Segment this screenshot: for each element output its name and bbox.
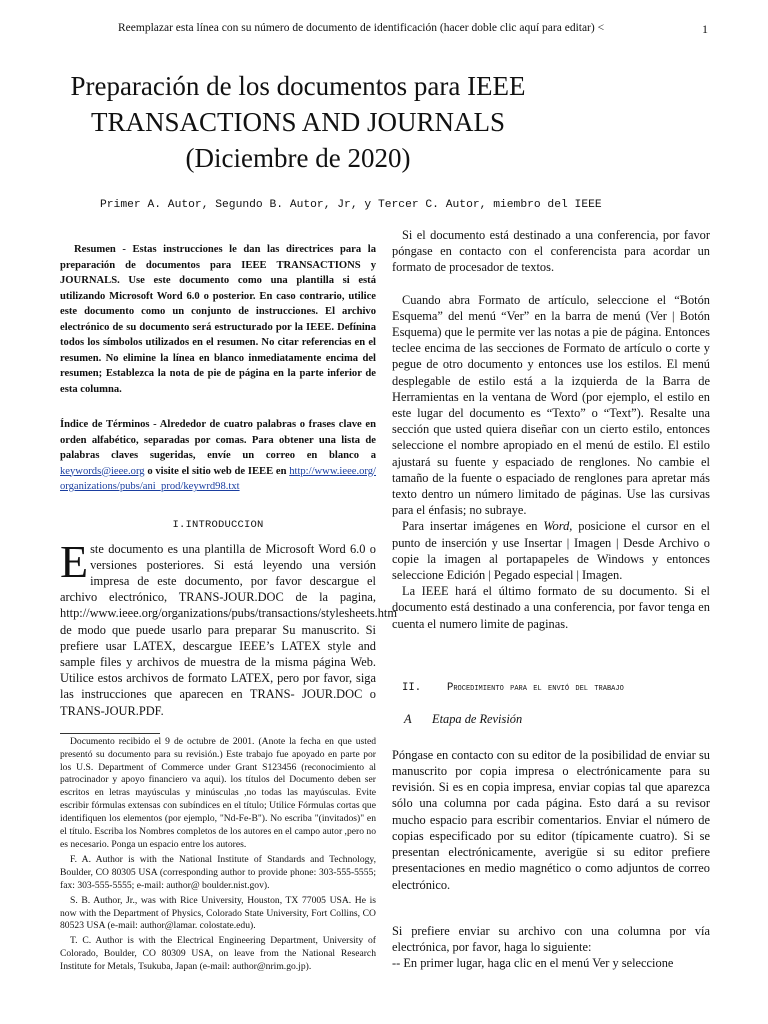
keywords-url-link[interactable]: http://www.ieee.org/organizations/pubs/ani_prod/keywrd98.txt xyxy=(60,465,376,492)
format-paragraph: La IEEE hará el último formato de su documento. Si el documento está destinado a una conferencia, por favor tenga en cuenta el numero limite de paginas. xyxy=(392,584,710,631)
styles-paragraph: Cuando abra Formato de artículo, seleccione el “Botón Esquema” del menú “Ver” en la barra de menú (Ver | Botón Esquema) que le permite ver las notas a pie de página. Entonces teclee encima de las secciones de Formato de artículo o corte y pegue de otro documento y entonces use los estilos. El menú desplegable de estilo está a la izquierda de la Barra de Herramientas en la ventana de Word (por ejemplo, el estilo en este lugar del documento es “Texto” o “Text”). Resalte una sección que usted quiera diseñar con un cierto estilo, entonces seleccione el nombre apropiado en el menú de estilo. El estilo ajustará su fuente y espaciado de renglones. No cambie el tamaño de la fuente o espaciado de renglones para apretar más texto dentro un número limitado de páginas. Use las cursivas para el énfasis; no subraye. xyxy=(392,292,710,518)
index-terms-label: Índice de Términos - xyxy=(60,419,157,430)
subsection-title: Etapa de Revisión xyxy=(432,711,523,726)
images-word-emphasis: Word xyxy=(543,519,570,534)
left-column xyxy=(60,242,398,974)
footnote-divider xyxy=(60,733,160,734)
images-text-a: Para insertar imágenes en xyxy=(402,519,544,534)
section-heading-intro: I.INTRODUCCION xyxy=(172,518,264,531)
abstract-label: Resumen - xyxy=(74,244,126,255)
section-number: II. xyxy=(402,681,422,694)
abstract-text: Estas instrucciones le dan las directrices para la preparación de documentos para IEEE TRANSACTIONS y JOURNALS. Use este documento como una plantilla si está utilizando Microsoft Word 6.0 o posterior. En caso contrario, utilice este documento como un conjunto de instrucciones. El archivo electrónico de su documento será estructurado por la IEEE. Defínina todos los símbolos utilizados en el resumen. No citar referencias en el resumen. No elimine la línea en blanco inmediatamente encima del resumen; Establezca la nota de pie de página en la parte inferior de esta columna. xyxy=(60,244,376,395)
intro-text: ste documento es una plantilla de Microsoft Word 6.0 o versiones posteriores. Si está leyendo una versión impresa de este documento, por favor descargue el archivo electrónico, TRANS-JOUR.DOC de la pagina, http://www.ieee.org/organizations/pubs/transactions/stylesheets.htm de modo que puede usarlo para preparar Su manuscrito. Si prefiere usar LATEX, descargue IEEE’s LATEX style and sample files y archivos de muestra de la misma página Web. Utilice estos archivos de formato LATEX, pero por favor, siga las instrucciones que aparecen en TRANS- JOUR.DOC o TRANS-JOUR.PDF. xyxy=(60,541,398,718)
keywords-email-link[interactable]: keywords@ieee.org xyxy=(60,465,145,477)
section-title: Procedimiento para el envió del trabajo xyxy=(447,681,624,694)
abstract xyxy=(60,242,376,397)
index-terms-mid: o visite el sitio web de IEEE en xyxy=(147,465,287,477)
title-line-3: (Diciembre de 2020) xyxy=(185,143,411,173)
subsection-letter: A xyxy=(404,711,412,726)
author-line: Primer A. Autor, Segundo B. Autor, Jr, y Tercer C. Autor, miembro del IEEE xyxy=(100,199,602,211)
first-step-paragraph: -- En primer lugar, haga clic en el menú Ver y seleccione xyxy=(392,956,674,971)
index-terms-text: Alrededor de cuatro palabras o frases clave en orden alfabético, separadas por comas. Para obtener una lista de palabras claves sugeridas, envíe un correo en blanco a xyxy=(60,419,376,461)
index-terms xyxy=(60,417,376,495)
footnote-received: Documento recibido el 9 de octubre de 2001. (Anote la fecha en que usted presentó su documento para su revisión.) Este trabajo fue apoyado en parte por los U.S. Department of Commerce under Grant S123456 (reconocimiento al patrocinador y apoyo financiero va aqui). los títulos del Documento deben ser escritos en letras mayúsculas y minúsculas ,no todas las mayúsculas. Evite escribir fórmulas extensas con subíndices en el título; Utilice Fórmulas cortas que identifiquen los elementos (por ejemplo, "Nd-Fe-B"). No escriba "(invitados)" en el título. Escriba los Nombres completos de los autores en el campo autor ,pero no es necesario. Ponga un espacio entre los autores. xyxy=(60,735,376,850)
running-head: Reemplazar esta línea con su número de documento de identificación (hacer doble clic aquí para editar) < xyxy=(118,22,605,34)
electronic-paragraph: Si prefiere enviar su archivo con una columna por vía electrónica, por favor, haga lo siguiente: xyxy=(392,923,710,954)
footnote-author-1: F. A. Author is with the National Institute of Standards and Technology, Boulder, CO 80305 USA (corresponding author to provide phone: 303-555-5555; fax: 303-555-5555; e-mail: author@ boulder.nist.gov). xyxy=(60,853,376,891)
conference-paragraph: Si el documento está destinado a una conferencia, por favor póngase en contacto con el conferencista para acordar un formato de procesador de textos. xyxy=(392,228,710,275)
intro-paragraph xyxy=(60,535,398,719)
right-column xyxy=(392,227,710,971)
page-number: 1 xyxy=(702,22,708,36)
review-paragraph: Póngase en contacto con su editor de la posibilidad de enviar su manuscrito por copia impresa o electrónicamente para su revisión. Si es en copia impresa, enviar copias tal que aparezca sólo una columna por cada página. Esto dará a su revisor mucho espacio para escribir comentarios. Enviar el número de copias especificado por su editor (típicamente cuatro). Si se presentan electrónicamente, averigüe si su editor prefiere presentaciones en medio magnético o como adjuntos de correo electrónico. xyxy=(392,747,710,892)
footnote-author-3: T. C. Author is with the Electrical Engineering Department, University of Colorado, Boulder, CO 80309 USA, on leave from the National Research Institute for Metals, Tsukuba, Japan (e-mail: author@nrim.go.jp). xyxy=(60,935,376,973)
subsection-heading xyxy=(392,712,710,727)
footnote-author-2: S. B. Author, Jr., was with Rice University, Houston, TX 77005 USA. He is now with the Department of Physics, Colorado State University, Fort Collins, CO 80523 USA (e-mail: author@lamar. colostate.edu). xyxy=(60,894,376,932)
title-line-2: TRANSACTIONS AND JOURNALS xyxy=(90,107,506,137)
dropcap: E xyxy=(60,535,89,587)
images-paragraph xyxy=(392,518,710,583)
images-text-b: , posicione el cursor en el punto de inserción y use Insertar | Imagen | Desde Archivo o copie la imagen al portapapeles de Windows y entonces seleccione Edición | Pegado especial | Imagen. xyxy=(392,519,710,583)
paper-title xyxy=(38,68,558,176)
title-line-1: Preparación de los documentos para IEEE xyxy=(70,71,526,101)
section-heading-procedure xyxy=(392,682,710,694)
